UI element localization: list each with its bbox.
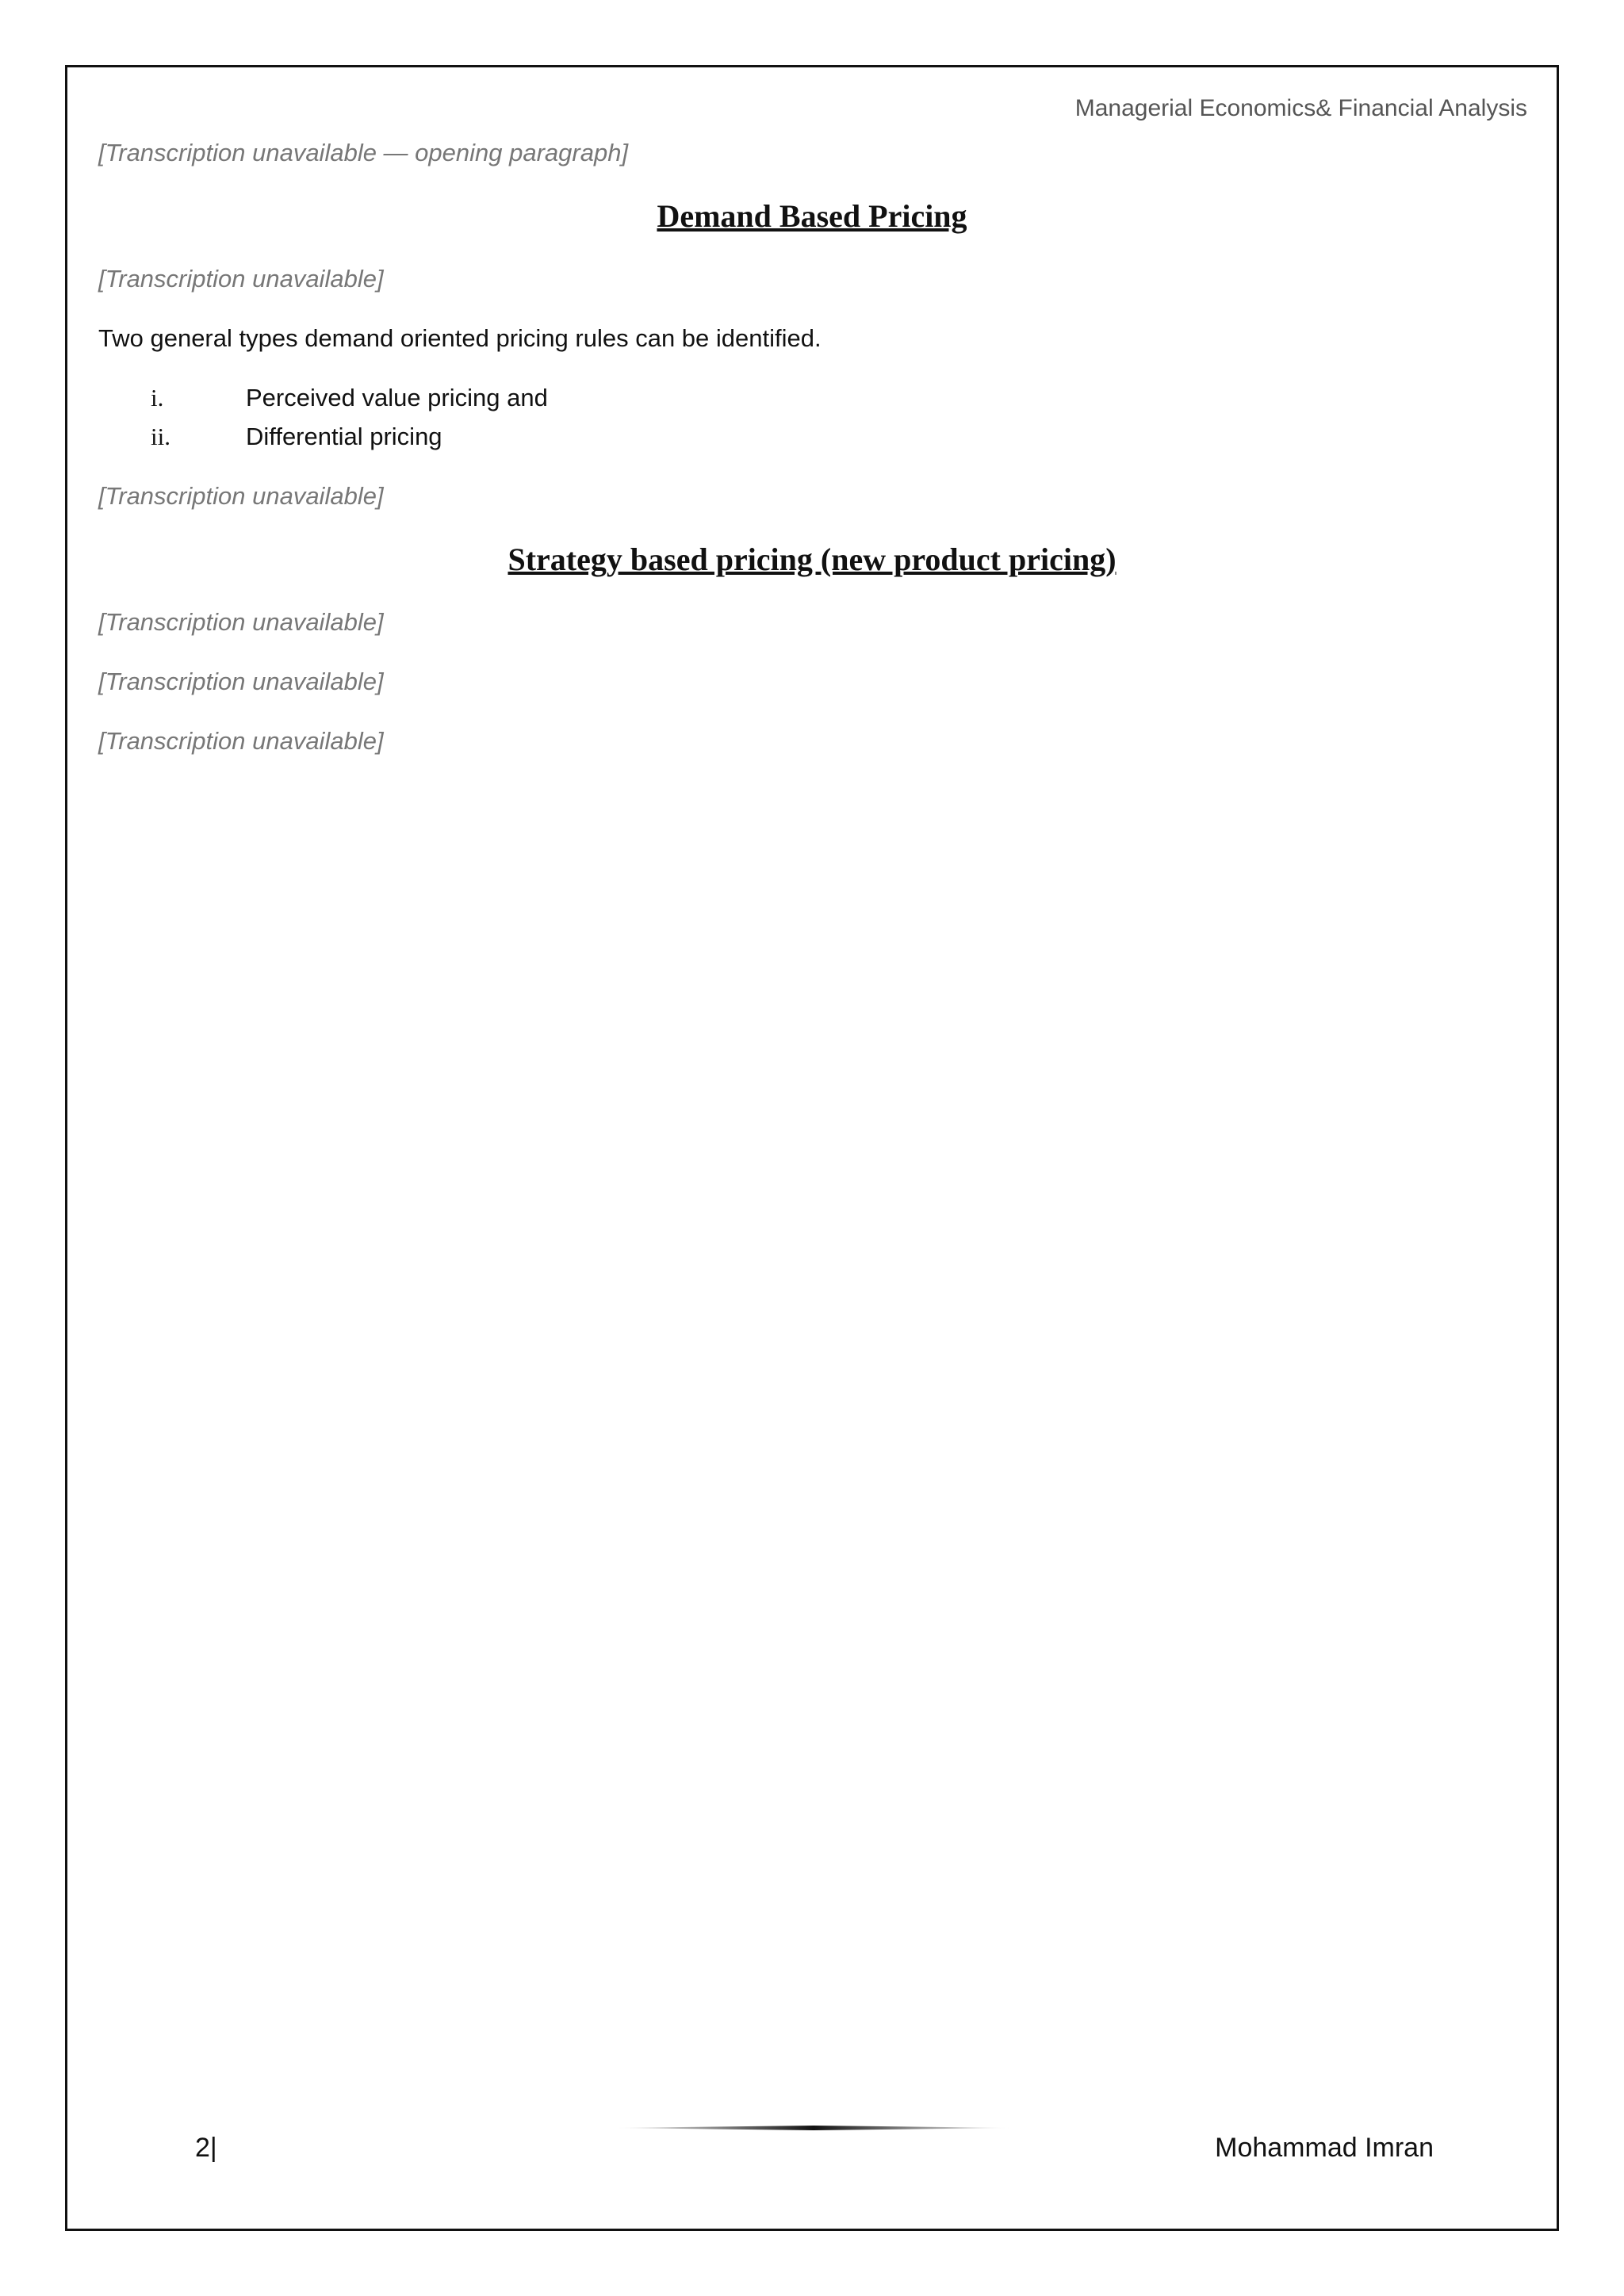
list-item-text: Differential pricing [246, 423, 442, 450]
strategy-paragraph-1: [Transcription unavailable] [98, 608, 384, 636]
footer-divider [615, 2125, 1012, 2131]
strategy-paragraph-2: [Transcription unavailable] [98, 668, 384, 695]
document-body [98, 133, 1526, 781]
demand-paragraph-1: [Transcription unavailable] [98, 265, 384, 293]
strategy-paragraph-3: [Transcription unavailable] [98, 727, 384, 755]
heading-demand-based-pricing: Demand Based Pricing [657, 198, 967, 234]
list-item-number: ii. [151, 423, 170, 450]
author-name: Mohammad Imran [1215, 2133, 1434, 2163]
page-number: 2| [195, 2133, 217, 2163]
list-item-text: Perceived value pricing and [246, 384, 548, 411]
list-item [98, 417, 1526, 456]
pricing-rules-list [98, 378, 1526, 456]
list-item-number: i. [151, 384, 164, 411]
demand-paragraph-2: Two general types demand oriented pricing rules can be identified. [98, 324, 822, 352]
intro-paragraph: [Transcription unavailable — opening paragraph] [98, 139, 629, 166]
heading-strategy-based-pricing: Strategy based pricing (new product pricing) [508, 541, 1116, 577]
list-item [98, 378, 1526, 417]
running-header: Managerial Economics& Financial Analysis [1074, 95, 1527, 121]
demand-paragraph-3: [Transcription unavailable] [98, 482, 384, 510]
